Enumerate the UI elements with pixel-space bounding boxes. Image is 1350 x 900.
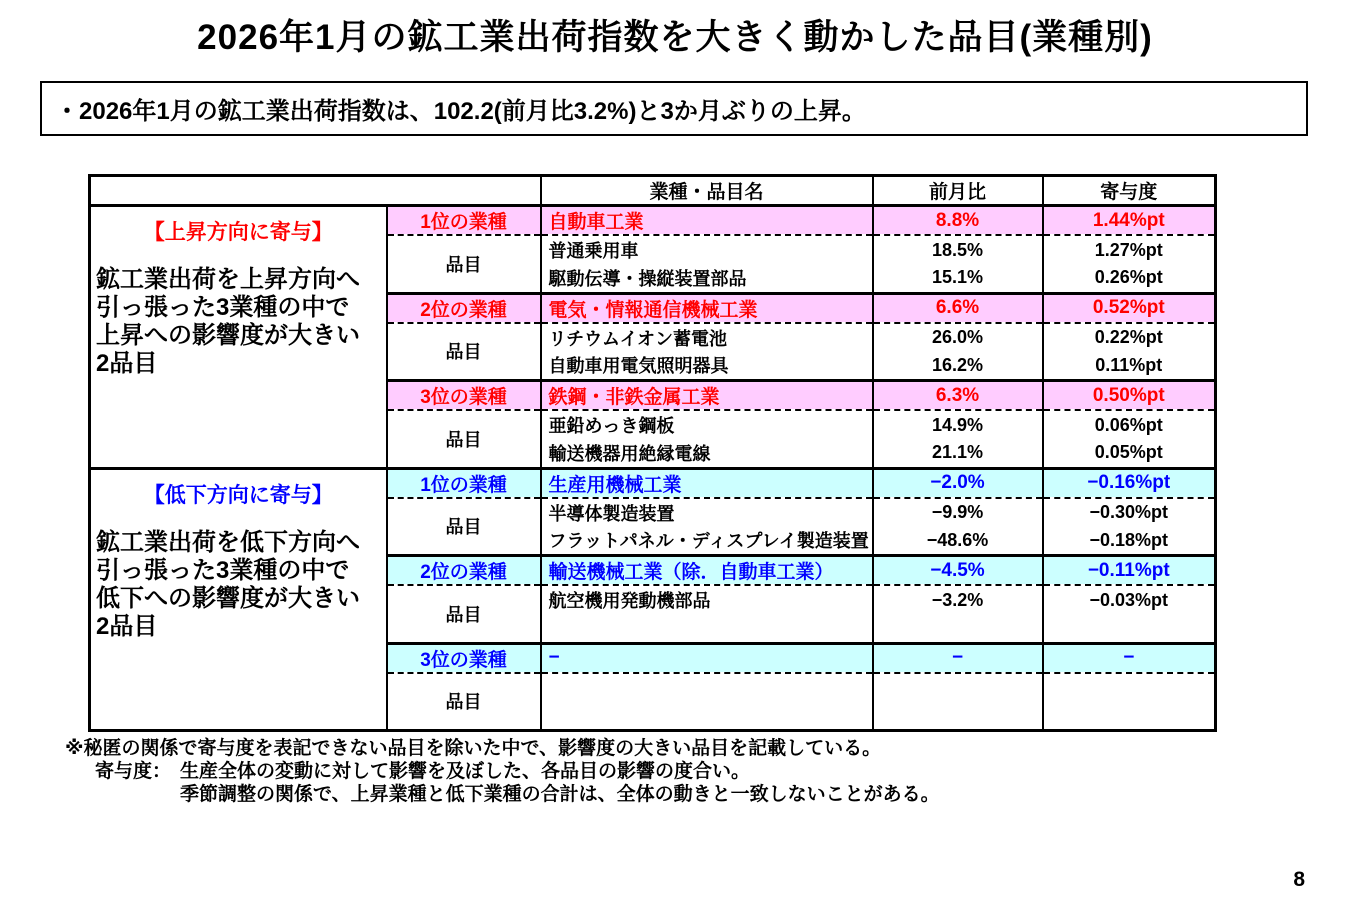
section-description-up [90,206,387,469]
column-header-mom: 前月比 [873,176,1043,206]
item-mom-cell: 16.2% [873,352,1043,381]
column-header-name: 業種・品目名 [541,176,873,206]
item-mom-cell: 21.1% [873,439,1043,468]
item-mom-cell [873,614,1043,643]
item-name-cell: 航空機用発動機部品 [541,585,873,614]
industry-contribution-cell: − [1043,643,1216,673]
item-mom-cell [873,673,1043,702]
item-contribution-cell: −0.03%pt [1043,585,1216,614]
section-description-body [91,266,386,378]
footnote-line-2 [95,760,940,783]
industry-mom-cell: 8.8% [873,206,1043,236]
footnote-line-3: 季節調整の関係で、上昇業種と低下業種の合計は、全体の動きと一致しないことがある。 [180,784,940,805]
page-title: 2026年1月の鉱工業出荷指数を大きく動かした品目(業種別) [197,18,1153,57]
item-mom-cell [873,702,1043,731]
industry-mom-cell: −4.5% [873,556,1043,586]
industry-contribution-cell: −0.16%pt [1043,468,1216,498]
industry-contribution-cell: 0.52%pt [1043,293,1216,323]
industry-name-cell: 輸送機械工業（除．自動車工業） [541,556,873,586]
industry-name-cell: 生産用機械工業 [541,468,873,498]
item-contribution-cell [1043,673,1216,702]
item-name-cell: 半導体製造装置 [541,498,873,527]
item-contribution-cell: 0.06%pt [1043,410,1216,439]
footnotes [65,737,940,806]
industry-name-cell: − [541,643,873,673]
item-mom-cell: 14.9% [873,410,1043,439]
item-label-cell: 品目 [387,585,541,643]
item-contribution-cell: −0.18%pt [1043,527,1216,556]
industry-mom-cell: 6.6% [873,293,1043,323]
item-mom-cell: −48.6% [873,527,1043,556]
item-contribution-cell: −0.30%pt [1043,498,1216,527]
item-contribution-cell: 0.11%pt [1043,352,1216,381]
footnote-line-1: ※秘匿の関係で寄与度を表記できない品目を除いた中で、影響度の大きい品目を記載している。 [65,738,882,759]
industry-mom-cell: −2.0% [873,468,1043,498]
summary-text: ・2026年1月の鉱工業出荷指数は、102.2(前月比3.2%)と3か月ぶりの上昇。 [55,98,866,125]
description-line: 引っ張った3業種の中で [96,556,350,584]
item-mom-cell: 26.0% [873,323,1043,352]
item-label-cell: 品目 [387,673,541,731]
item-label-cell: 品目 [387,410,541,468]
industry-row [90,468,1216,498]
item-contribution-cell: 0.05%pt [1043,439,1216,468]
item-name-cell: 亜鉛めっき鋼板 [541,410,873,439]
item-name-cell [541,614,873,643]
column-header-contribution: 寄与度 [1043,176,1216,206]
item-contribution-cell [1043,614,1216,643]
industry-mom-cell: − [873,643,1043,673]
industry-name-cell: 電気・情報通信機械工業 [541,293,873,323]
description-line: 上昇への影響度が大きい [96,322,360,349]
industry-name-cell: 鉄鋼・非鉄金属工業 [541,381,873,411]
item-mom-cell: −3.2% [873,585,1043,614]
table-header-row [90,176,1216,206]
rank-cell: 3位の業種 [387,381,541,411]
description-line: 鉱工業出荷を上昇方向へ [96,266,360,293]
item-name-cell: 輸送機器用絶縁電線 [541,439,873,468]
item-name-cell: 普通乗用車 [541,235,873,264]
item-name-cell [541,673,873,702]
item-name-cell: 自動車用電気照明器具 [541,352,873,381]
footnote-line-2-text: 生産全体の変動に対して影響を及ぼした、各品目の影響の度合い。 [180,761,751,782]
section-description-body [91,529,386,641]
item-name-cell: フラットパネル・ディスプレイ製造装置 [541,527,873,556]
industry-name-cell: 自動車工業 [541,206,873,236]
page-number: 8 [1293,868,1305,891]
item-contribution-cell: 0.22%pt [1043,323,1216,352]
item-contribution-cell: 0.26%pt [1043,264,1216,293]
industry-mom-cell: 6.3% [873,381,1043,411]
item-name-cell: リチウムイオン蓄電池 [541,323,873,352]
item-mom-cell: −9.9% [873,498,1043,527]
rank-cell: 2位の業種 [387,293,541,323]
description-line: 鉱工業出荷を低下方向へ [96,528,360,556]
rank-cell: 3位の業種 [387,643,541,673]
industry-contribution-cell: 0.50%pt [1043,381,1216,411]
summary-box [40,81,1308,136]
description-line: 引っ張った3業種の中で [96,294,350,321]
section-heading-up: 【上昇方向に寄与】 [143,221,333,244]
description-line: 2品目 [96,350,158,377]
section-heading-down: 【低下方向に寄与】 [143,483,333,507]
footnote-label: 寄与度： [95,761,172,782]
item-label-cell: 品目 [387,235,541,293]
description-line: 2品目 [96,612,158,640]
industry-contribution-cell: −0.11%pt [1043,556,1216,586]
item-name-cell: 駆動伝導・操縦装置部品 [541,264,873,293]
item-name-cell [541,702,873,731]
item-contribution-cell [1043,702,1216,731]
industry-contribution-cell: 1.44%pt [1043,206,1216,236]
rank-cell: 2位の業種 [387,556,541,586]
item-label-cell: 品目 [387,323,541,381]
item-contribution-cell: 1.27%pt [1043,235,1216,264]
main-table [88,174,1217,732]
rank-cell: 1位の業種 [387,468,541,498]
section-description-down [90,468,387,731]
item-mom-cell: 18.5% [873,235,1043,264]
description-line: 低下への影響度が大きい [96,584,360,612]
industry-row [90,206,1216,236]
rank-cell: 1位の業種 [387,206,541,236]
item-mom-cell: 15.1% [873,264,1043,293]
item-label-cell: 品目 [387,498,541,556]
header-blank-cell [90,176,541,206]
